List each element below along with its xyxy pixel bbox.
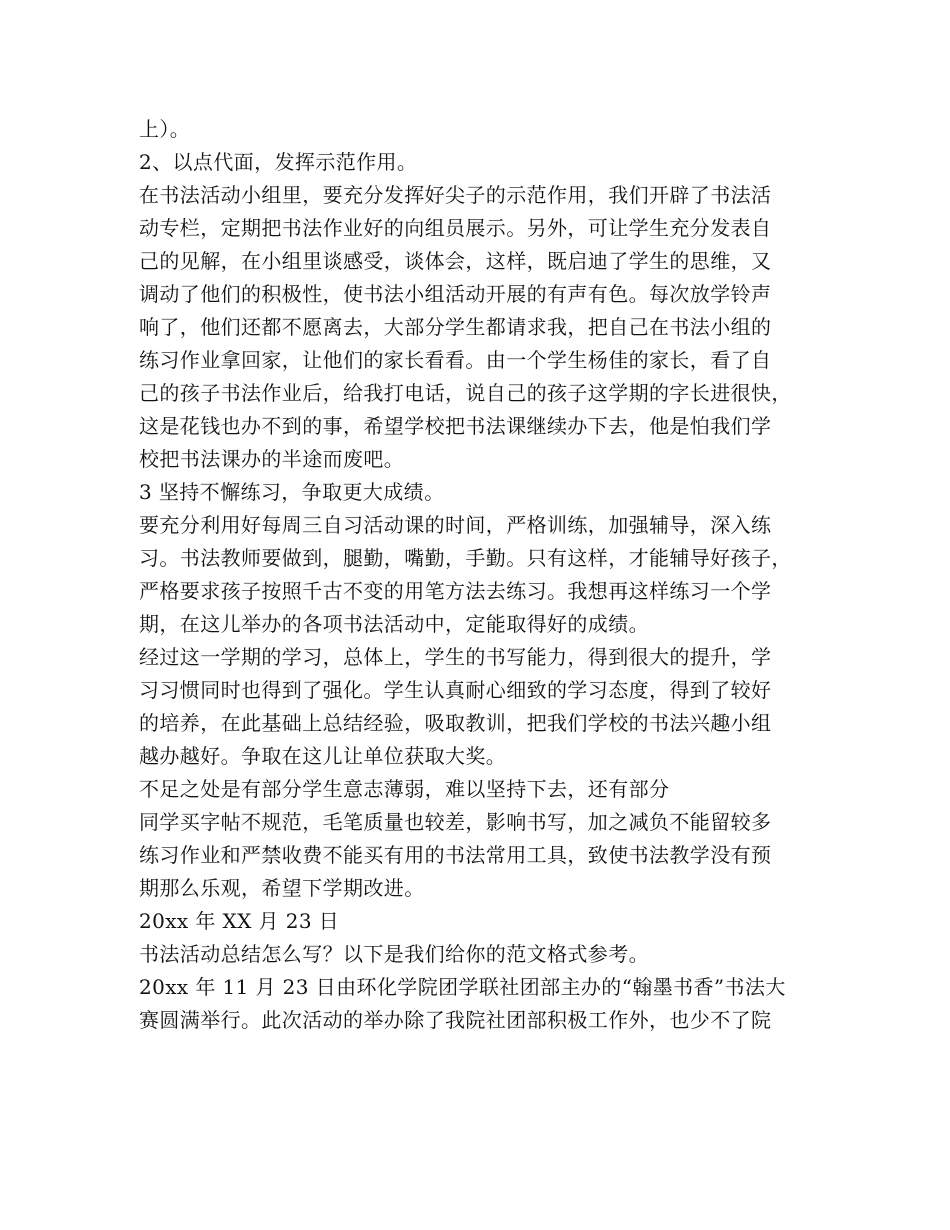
text-line-21: 不足之处是有部分学生意志薄弱，难以坚持下去，还有部分 [139,777,670,801]
text-line-4: 动专栏，定期把书法作业好的向组员展示。另外，可让学生充分发表自 [139,216,772,240]
text-line-20: 越办越好。争取在这儿让单位获取大奖。 [139,744,507,768]
text-line-27: 20xx 年 11 月 23 日由环化学院团学联社团部主办的“翰墨书香”书法大 [139,975,786,999]
text-line-15: 严格要求孩子按照千古不变的用笔方法去练习。我想再这样练习一个学 [139,579,772,603]
text-line-22: 同学买字帖不规范，毛笔质量也较差，影响书写，加之减负不能留较多 [139,810,772,834]
text-line-13: 要充分利用好每周三自习活动课的时间，严格训练，加强辅导，深入练 [139,513,772,537]
text-line-5: 己的见解，在小组里谈感受，谈体会，这样，既启迪了学生的思维，又 [139,249,772,273]
text-line-10: 这是花钱也办不到的事，希望学校把书法课继续办下去，他是怕我们学 [139,414,772,438]
text-line-12: 3 坚持不懈练习，争取更大成绩。 [139,480,445,504]
text-line-19: 的培养，在此基础上总结经验，吸取教训，把我们学校的书法兴趣小组 [139,711,772,735]
text-line-24: 期那么乐观，希望下学期改进。 [139,876,425,900]
text-line-26: 书法活动总结怎么写？以下是我们给你的范文格式参考。 [139,942,649,966]
text-line-18: 习习惯同时也得到了强化。学生认真耐心细致的学习态度，得到了较好 [139,678,772,702]
text-line-6: 调动了他们的积极性，使书法小组活动开展的有声有色。每次放学铃声 [139,282,772,306]
document-body [139,113,819,1037]
date-line: 20xx 年 XX 月 23 日 [139,909,340,933]
text-line-7: 响了，他们还都不愿离去，大部分学生都请求我，把自己在书法小组的 [139,315,772,339]
text-line-3: 在书法活动小组里，要充分发挥好尖子的示范作用，我们开辟了书法活 [139,183,772,207]
text-line-23: 练习作业和严禁收费不能买有用的书法常用工具，致使书法教学没有预 [139,843,772,867]
text-line-28: 赛圆满举行。此次活动的举办除了我院社团部积极工作外，也少不了院 [139,1008,772,1032]
text-line-16: 期，在这儿举办的各项书法活动中，定能取得好的成绩。 [139,612,649,636]
text-line-1: 上）。 [139,117,191,141]
text-line-8: 练习作业拿回家，让他们的家长看看。由一个学生杨佳的家长，看了自 [139,348,772,372]
text-line-9: 己的孩子书法作业后，给我打电话，说自己的孩子这学期的字长进很快， [139,381,792,405]
text-line-11: 校把书法课办的半途而废吧。 [139,447,405,471]
text-line-14: 习。书法教师要做到，腿勤，嘴勤，手勤。只有这样，才能辅导好孩子， [139,546,792,570]
text-line-2: 2、以点代面，发挥示范作用。 [139,150,418,174]
text-line-17: 经过这一学期的学习，总体上，学生的书写能力，得到很大的提升，学 [139,645,772,669]
